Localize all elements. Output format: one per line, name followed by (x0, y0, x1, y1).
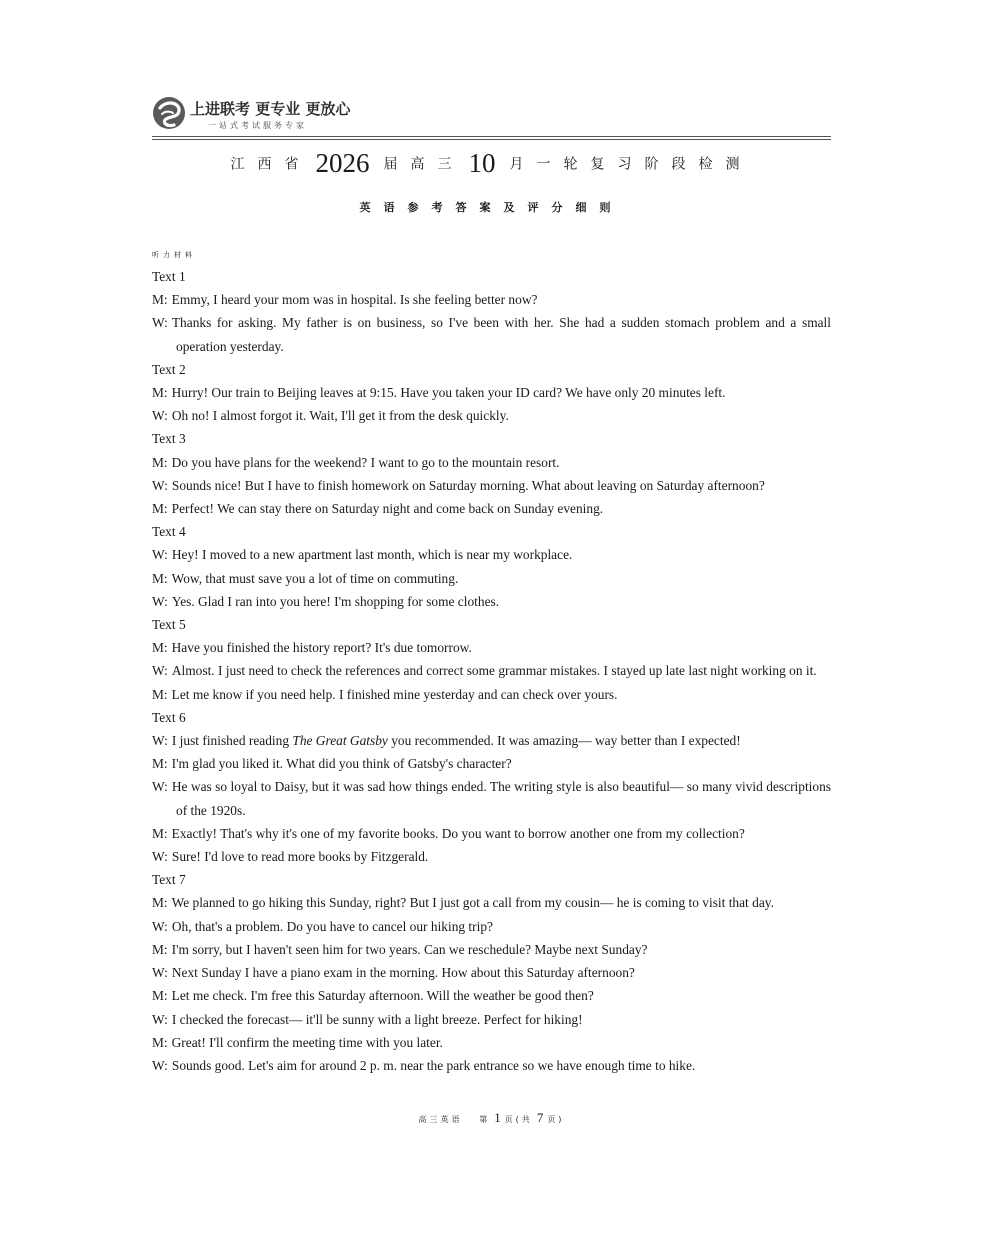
utterance-text: Have you finished the history report? It's due tomorrow. (171, 640, 472, 656)
speaker-label: W: (152, 315, 168, 331)
dialogue-line (152, 1008, 831, 1031)
exam-title (0, 148, 983, 179)
utterance-text: I'm glad you liked it. What did you think of Gatsby's character? (171, 756, 512, 772)
speaker-label: M: (152, 1034, 168, 1050)
text-heading: Text 1 (152, 269, 186, 284)
dialogue-line (152, 752, 831, 775)
footer-page-number: 1 (494, 1110, 501, 1125)
listening-transcript (152, 245, 831, 1077)
dialogue-line (152, 775, 831, 821)
transcript-lines (152, 265, 831, 1077)
utterance-text: Emmy, I heard your mom was in hospital. Is she feeling better now? (171, 292, 538, 308)
utterance-text: Do you have plans for the weekend? I want to go to the mountain resort. (171, 454, 560, 470)
footer-subject: 高三英语 (418, 1115, 463, 1124)
speaker-label: W: (152, 779, 168, 795)
dialogue-line (152, 984, 831, 1007)
dialogue-line (152, 497, 831, 520)
text-heading: Text 4 (152, 524, 186, 540)
speaker-label: M: (152, 825, 168, 841)
utterance-text: Hey! I moved to a new apartment last month, which is near my workplace. (171, 547, 573, 563)
speaker-label: W: (152, 408, 168, 424)
logo-title: 上进联考 更专业 更放心 (190, 100, 351, 118)
logo-subtitle: 一站式考试服务专家 (208, 121, 307, 130)
utterance-text: I'm sorry, but I haven't seen him for two years. Can we reschedule? Maybe next Sunday? (171, 941, 648, 957)
utterance-text: Great! I'll confirm the meeting time with you later. (171, 1034, 443, 1050)
utterance-text: Exactly! That's why it's one of my favorite books. Do you want to borrow another one from my collection? (171, 825, 745, 841)
speaker-label: M: (152, 454, 168, 470)
speaker-label: M: (152, 686, 168, 702)
exam-subtitle: 英语参考答案及评分细则 (359, 201, 624, 214)
speaker-label: M: (152, 292, 168, 308)
header-rule-thin (152, 139, 831, 140)
utterance-text: He was so loyal to Daisy, but it was sad how things ended. The writing style is also beautiful— so many vivid descriptions of the 1920s. (171, 779, 831, 818)
speaker-label: W: (152, 733, 168, 749)
swirl-logo-icon (152, 96, 186, 130)
speaker-label: M: (152, 640, 168, 656)
speaker-label: W: (152, 547, 168, 563)
utterance-text: Let me check. I'm free this Saturday afternoon. Will the weather be good then? (171, 988, 594, 1004)
dialogue-line (152, 891, 831, 914)
utterance-text: Almost. I just need to check the references and correct some grammar mistakes. I stayed up late last night working on it. (171, 663, 817, 679)
utterance-text: Sounds nice! But I have to finish homework on Saturday morning. What about leaving on Saturday afternoon? (171, 477, 765, 493)
speaker-label: W: (152, 1057, 168, 1073)
utterance-text: Next Sunday I have a piano exam in the morning. How about this Saturday afternoon? (171, 965, 635, 981)
dialogue-line (152, 1031, 831, 1054)
speaker-label: M: (152, 501, 168, 517)
text-heading: Text 5 (152, 617, 186, 633)
exam-logo (152, 94, 362, 134)
utterance-text: Hurry! Our train to Beijing leaves at 9:15. Have you taken your ID card? We have only 20 minutes left. (171, 385, 726, 401)
utterance-text: Yes. Glad I ran into you here! I'm shopping for some clothes. (171, 593, 500, 609)
page-footer (0, 1110, 983, 1126)
book-title: The Great Gatsby (292, 733, 388, 749)
speaker-label: W: (152, 965, 168, 981)
dialogue-line (152, 729, 831, 752)
section-label: 听力材料 (152, 251, 196, 259)
utterance-text: Wow, that must save you a lot of time on commuting. (171, 570, 459, 586)
dialogue-line (152, 451, 831, 474)
header-rule (152, 136, 831, 137)
utterance-text: Sounds good. Let's aim for around 2 p. m. near the park entrance so we have enough time to hike. (171, 1057, 696, 1073)
utterance-text: Thanks for asking. My father is on business, so I've been with her. She had a sudden stomach problem and a small operation yesterday. (171, 315, 831, 354)
dialogue-line (152, 474, 831, 497)
title-year: 2026 (315, 148, 370, 178)
utterance-text: I checked the forecast— it'll be sunny with a light breeze. Perfect for hiking! (171, 1011, 583, 1027)
speaker-label: M: (152, 941, 168, 957)
dialogue-line (152, 845, 831, 868)
speaker-label: M: (152, 570, 168, 586)
footer-page-suffix: 页) (547, 1115, 565, 1124)
speaker-label: W: (152, 1011, 168, 1027)
dialogue-line (152, 381, 831, 404)
utterance-text: Perfect! We can stay there on Saturday night and come back on Sunday evening. (171, 501, 604, 517)
title-province: 江西省 (230, 157, 312, 173)
dialogue-line (152, 938, 831, 961)
utterance-text: We planned to go hiking this Sunday, right? But I just got a call from my cousin— he is coming to visit that day. (171, 895, 774, 911)
speaker-label: W: (152, 477, 168, 493)
footer-total-pages: 7 (536, 1110, 544, 1125)
speaker-label: M: (152, 756, 168, 772)
speaker-label: M: (152, 988, 168, 1004)
utterance-text: Let me know if you need help. I finished mine yesterday and can check over yours. (171, 686, 618, 702)
dialogue-line (152, 961, 831, 984)
text-heading: Text 6 (152, 709, 186, 725)
dialogue-line (152, 567, 831, 590)
speaker-label: W: (152, 663, 168, 679)
speaker-label: M: (152, 895, 168, 911)
text-heading: Text 2 (152, 361, 186, 377)
dialogue-line (152, 636, 831, 659)
title-month: 10 (468, 148, 496, 178)
speaker-label: M: (152, 385, 168, 401)
title-rest: 月一轮复习阶段检测 (509, 157, 753, 173)
dialogue-line (152, 311, 831, 357)
text-heading: Text 3 (152, 431, 186, 447)
dialogue-line (152, 288, 831, 311)
dialogue-line (152, 683, 831, 706)
title-grade: 届高三 (383, 157, 465, 173)
footer-page-mid: 页(共 (504, 1115, 533, 1124)
dialogue-line (152, 822, 831, 845)
dialogue-line (152, 590, 831, 613)
utterance-text: Oh, that's a problem. Do you have to cancel our hiking trip? (171, 918, 493, 934)
dialogue-line (152, 404, 831, 427)
utterance-text: Oh no! I almost forgot it. Wait, I'll get it from the desk quickly. (171, 408, 509, 424)
speaker-label: W: (152, 918, 168, 934)
utterance-text: Sure! I'd love to read more books by Fitzgerald. (171, 849, 429, 865)
speaker-label: W: (152, 593, 168, 609)
text-heading: Text 7 (152, 872, 186, 888)
dialogue-line (152, 543, 831, 566)
dialogue-line (152, 1054, 831, 1077)
speaker-label: W: (152, 849, 168, 865)
utterance-text: you recommended. It was amazing— way better than I expected! (387, 733, 741, 749)
utterance-text: I just finished reading (171, 733, 293, 749)
dialogue-line (152, 659, 831, 682)
footer-page-prefix: 第 (479, 1115, 491, 1124)
dialogue-line (152, 915, 831, 938)
